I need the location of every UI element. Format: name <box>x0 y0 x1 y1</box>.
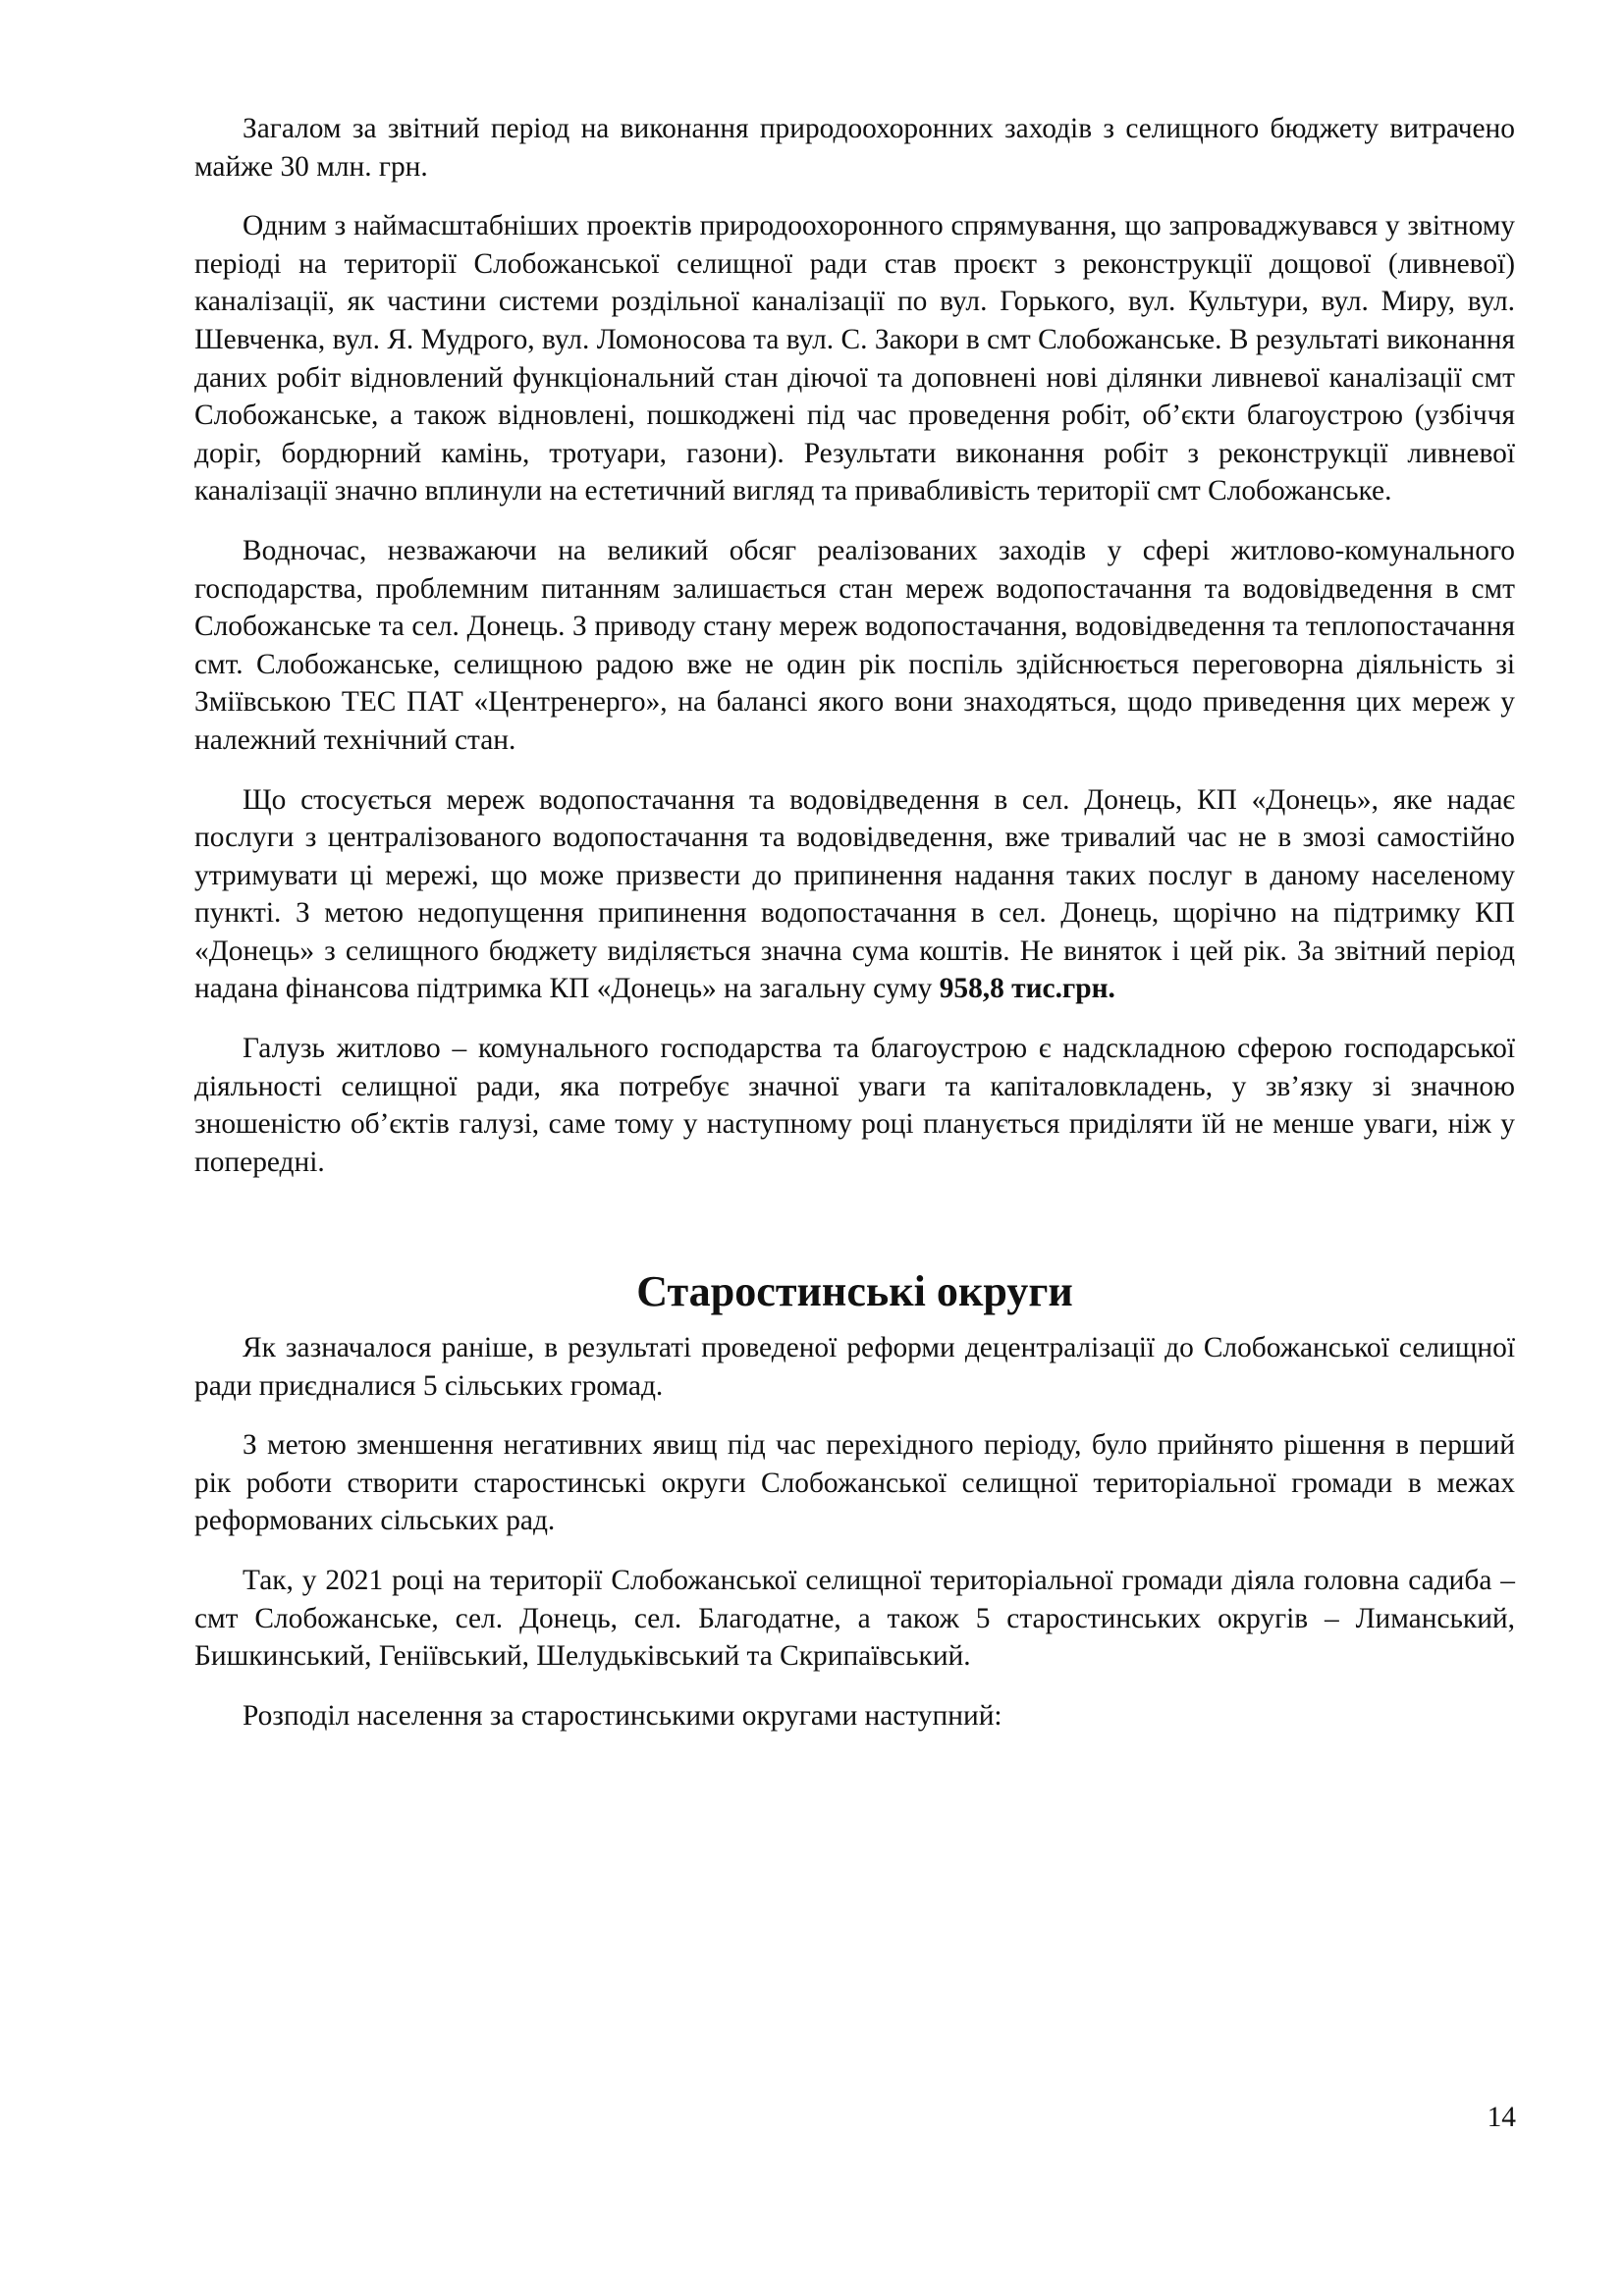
document-page <box>194 110 1515 1756</box>
paragraph-donets-support <box>194 781 1515 1009</box>
paragraph-water-networks: Водночас, незважаючи на великий обсяг реалізованих заходів у сфері житлово-комунального господарства, проблемним питанням залишається стан мереж водопостачання та водовідведення в смт Слобожанське та сел. Донець. З приводу стану мереж водопостачання, водовідведення та теплопостачання смт. Слобожанське, селищною радою вже не один рік поспіль здійснюється переговорна діяльність зі Зміївською ТЕС ПАТ «Центренерго», на балансі якого вони знаходяться, щодо приведення цих мереж у належний технічний стан. <box>194 534 1515 756</box>
section-heading: Старостинські округи <box>636 1267 1073 1316</box>
donets-support-text: Що стосується мереж водопостачання та водовідведення в сел. Донець, КП «Донець», яке надає послуги з централізованого водопостачання та водовідведення, вже тривалий час не в змозі самостійно утримувати ці мережі, що може призвести до припинення надання таких послуг в даному населеному пункті. З метою недопущення припинення водопостачання в сел. Донець, щорічно на підтримку КП «Донець» з селищного бюджету виділяється значна сума коштів. Не виняток і цей рік. За звітний період надана фінансова підтримка КП «Донець» на загальну суму <box>194 783 1515 1005</box>
paragraph-decentralization: Як зазначалося раніше, в результаті проведеної реформи децентралізації до Слобожанської селищної ради приєдналися 5 сільських громад. <box>194 1332 1515 1402</box>
page-number: 14 <box>1487 2102 1516 2133</box>
donets-support-amount: 958,8 тис.грн. <box>939 973 1115 1005</box>
paragraph-districts-list: Так, у 2021 році на території Слобожанської селищної територіальної громади діяла головна садиба – смт Слобожанське, сел. Донець, сел. Благодатне, а також 5 старостинських округів – Лиманський, Бишкинський, Геніївський, Шелудьківський та Скрипаївський. <box>194 1565 1515 1673</box>
paragraph-drainage-project: Одним з наймасштабніших проектів природоохоронного спрямування, що запроваджувався у звітному періоді на території Слобожанської селищної ради став проєкт з реконструкції дощової (ливневої) каналізації, як частини системи роздільної каналізації по вул. Горького, вул. Культури, вул. Миру, вул. Шевченка, вул. Я. Мудрого, вул. Ломоносова та вул. С. Закори в смт Слобожанське. В результаті виконання даних робіт відновлений функціональний стан діючої та доповнені нові ділянки ливневої каналізації смт Слобожанське, а також відновлені, пошкоджені під час проведення робіт, об’єкти благоустрою (узбіччя доріг, бордюрний камінь, тротуари, газони). Результати виконання робіт з реконструкції ливневої каналізації значно вплинули на естетичний вигляд та привабливість території смт Слобожанське. <box>194 210 1515 507</box>
paragraph-population-intro: Розподіл населення за старостинськими округами наступний: <box>243 1699 1002 1732</box>
paragraph-starosta-districts-decision: З метою зменшення негативних явищ під час перехідного періоду, було прийнято рішення в перший рік роботи створити старостинські округи Слобожанської селищної територіальної громади в межах реформованих сільських рад. <box>194 1429 1515 1537</box>
paragraph-budget-spending: Загалом за звітний період на виконання природоохоронних заходів з селищного бюджету витрачено майже 30 млн. грн. <box>194 113 1515 183</box>
paragraph-industry-outlook: Галузь житлово – комунального господарства та благоустрою є надскладною сферою господарської діяльності селищної ради, яка потребує значної уваги та капіталовкладень, у зв’язку зі значною зношеністю об’єктів галузі, саме тому у наступному році планується приділяти їй не менше уваги, ніж у попередні. <box>194 1033 1515 1178</box>
